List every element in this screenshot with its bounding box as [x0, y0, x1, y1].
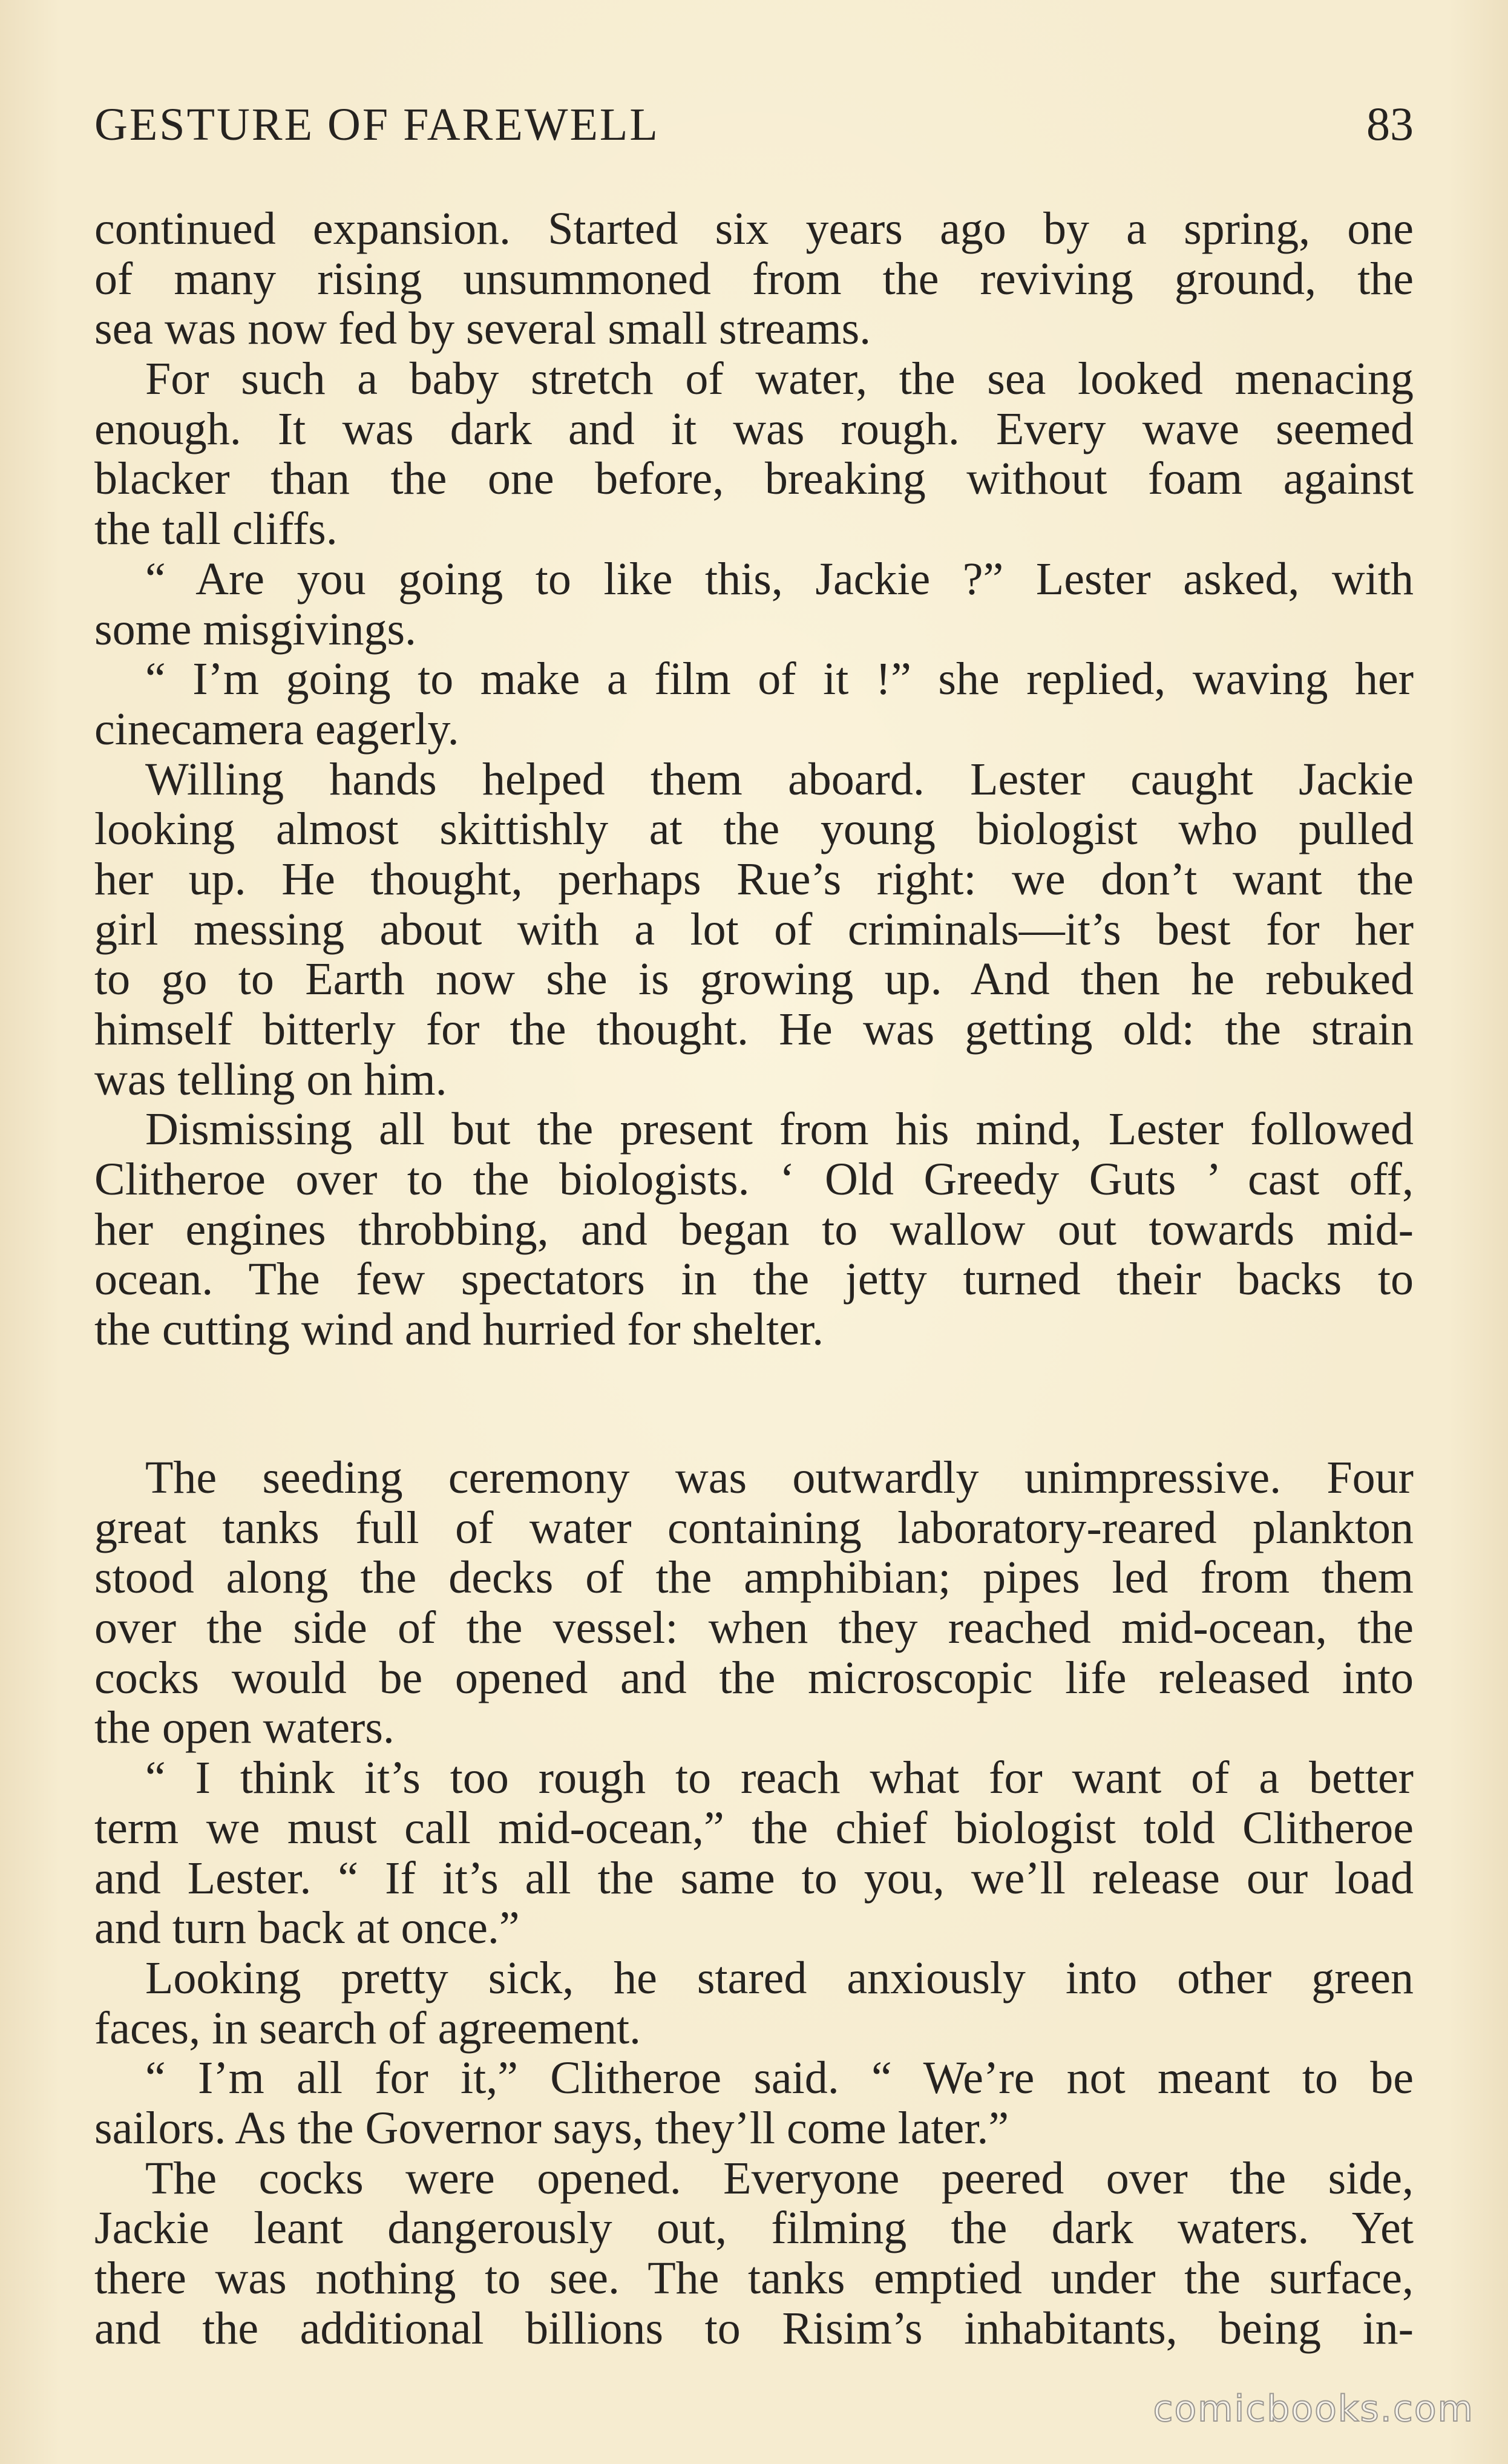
text-line: the open waters. [94, 1702, 395, 1754]
watermark: comicbooks.com [1153, 2388, 1474, 2430]
text-line: girl messing about with a lot of criminals—it’s best for her [94, 903, 1414, 955]
text-line: Dismissing all but the present from his mind, Lester followed [145, 1104, 1414, 1155]
text-line: the cutting wind and hurried for shelter. [94, 1304, 824, 1355]
text-line: For such a baby stretch of water, the sea looked menacing [145, 353, 1414, 405]
text-line: continued expansion. Started six years ago by a spring, one [94, 203, 1414, 254]
text-line: was telling on him. [94, 1053, 447, 1105]
text-line: and Lester. “ If it’s all the same to you, we’ll release our load [94, 1852, 1414, 1904]
text-line: blacker than the one before, breaking without foam against [94, 453, 1414, 505]
text-line: sea was now fed by several small streams. [94, 303, 871, 355]
text-line: great tanks full of water containing laboratory-reared plankton [94, 1502, 1414, 1553]
text-block-second [94, 1453, 1414, 2353]
text-line: The cocks were opened. Everyone peered over the side, [145, 2152, 1414, 2204]
text-line: himself bitterly for the thought. He was getting old: the strain [94, 1004, 1414, 1055]
text-line: Jackie leant dangerously out, filming the dark waters. Yet [94, 2203, 1414, 2254]
text-line: of many rising unsummoned from the reviving ground, the [94, 253, 1414, 304]
text-line: over the side of the vessel: when they reached mid-ocean, the [94, 1602, 1414, 1654]
text-line: cinecamera eagerly. [94, 703, 459, 755]
text-line: “ I’m all for it,” Clitheroe said. “ We’re not meant to be [145, 2053, 1414, 2104]
running-head: GESTURE OF FAREWELL [94, 99, 660, 150]
page-number: 83 [1366, 97, 1414, 150]
text-line: cocks would be opened and the microscopic life released into [94, 1652, 1414, 1703]
text-line: sailors. As the Governor says, they’ll come later.” [94, 2102, 1009, 2154]
text-line: and turn back at once.” [94, 1902, 520, 1954]
text-line: to go to Earth now she is growing up. And then he rebuked [94, 954, 1414, 1005]
text-line: there was nothing to see. The tanks emptied under the surface, [94, 2253, 1414, 2304]
text-line: her engines throbbing, and began to wallow out towards mid- [94, 1204, 1414, 1255]
text-line: some misgivings. [94, 603, 417, 655]
text-line: term we must call mid-ocean,” the chief biologist told Clitheroe [94, 1802, 1414, 1853]
text-line: “ I’m going to make a film of it !” she replied, waving her [145, 654, 1414, 705]
text-line: “ I think it’s too rough to reach what for want of a better [145, 1752, 1414, 1804]
text-line: faces, in search of agreement. [94, 2002, 641, 2054]
page-header [94, 97, 1414, 163]
text-line: and the additional billions to Risim’s inhabitants, being in- [94, 2302, 1414, 2354]
text-line: stood along the decks of the amphibian; pipes led from them [94, 1552, 1414, 1604]
text-line: Looking pretty sick, he stared anxiously into other green [145, 1952, 1414, 2004]
text-block-first [94, 204, 1414, 1355]
text-line: the tall cliffs. [94, 503, 338, 555]
text-line: The seeding ceremony was outwardly unimpressive. Four [145, 1452, 1414, 1503]
text-line: looking almost skittishly at the young biologist who pulled [94, 804, 1414, 855]
text-line: Clitheroe over to the biologists. ‘ Old Greedy Guts ’ cast off, [94, 1154, 1414, 1205]
text-line: her up. He thought, perhaps Rue’s right: we don’t want the [94, 853, 1414, 905]
text-line: Willing hands helped them aboard. Lester caught Jackie [145, 753, 1414, 805]
text-line: enough. It was dark and it was rough. Every wave seemed [94, 403, 1414, 454]
text-line: “ Are you going to like this, Jackie ?” Lester asked, with [145, 553, 1414, 605]
text-line: ocean. The few spectators in the jetty turned their backs to [94, 1254, 1414, 1305]
